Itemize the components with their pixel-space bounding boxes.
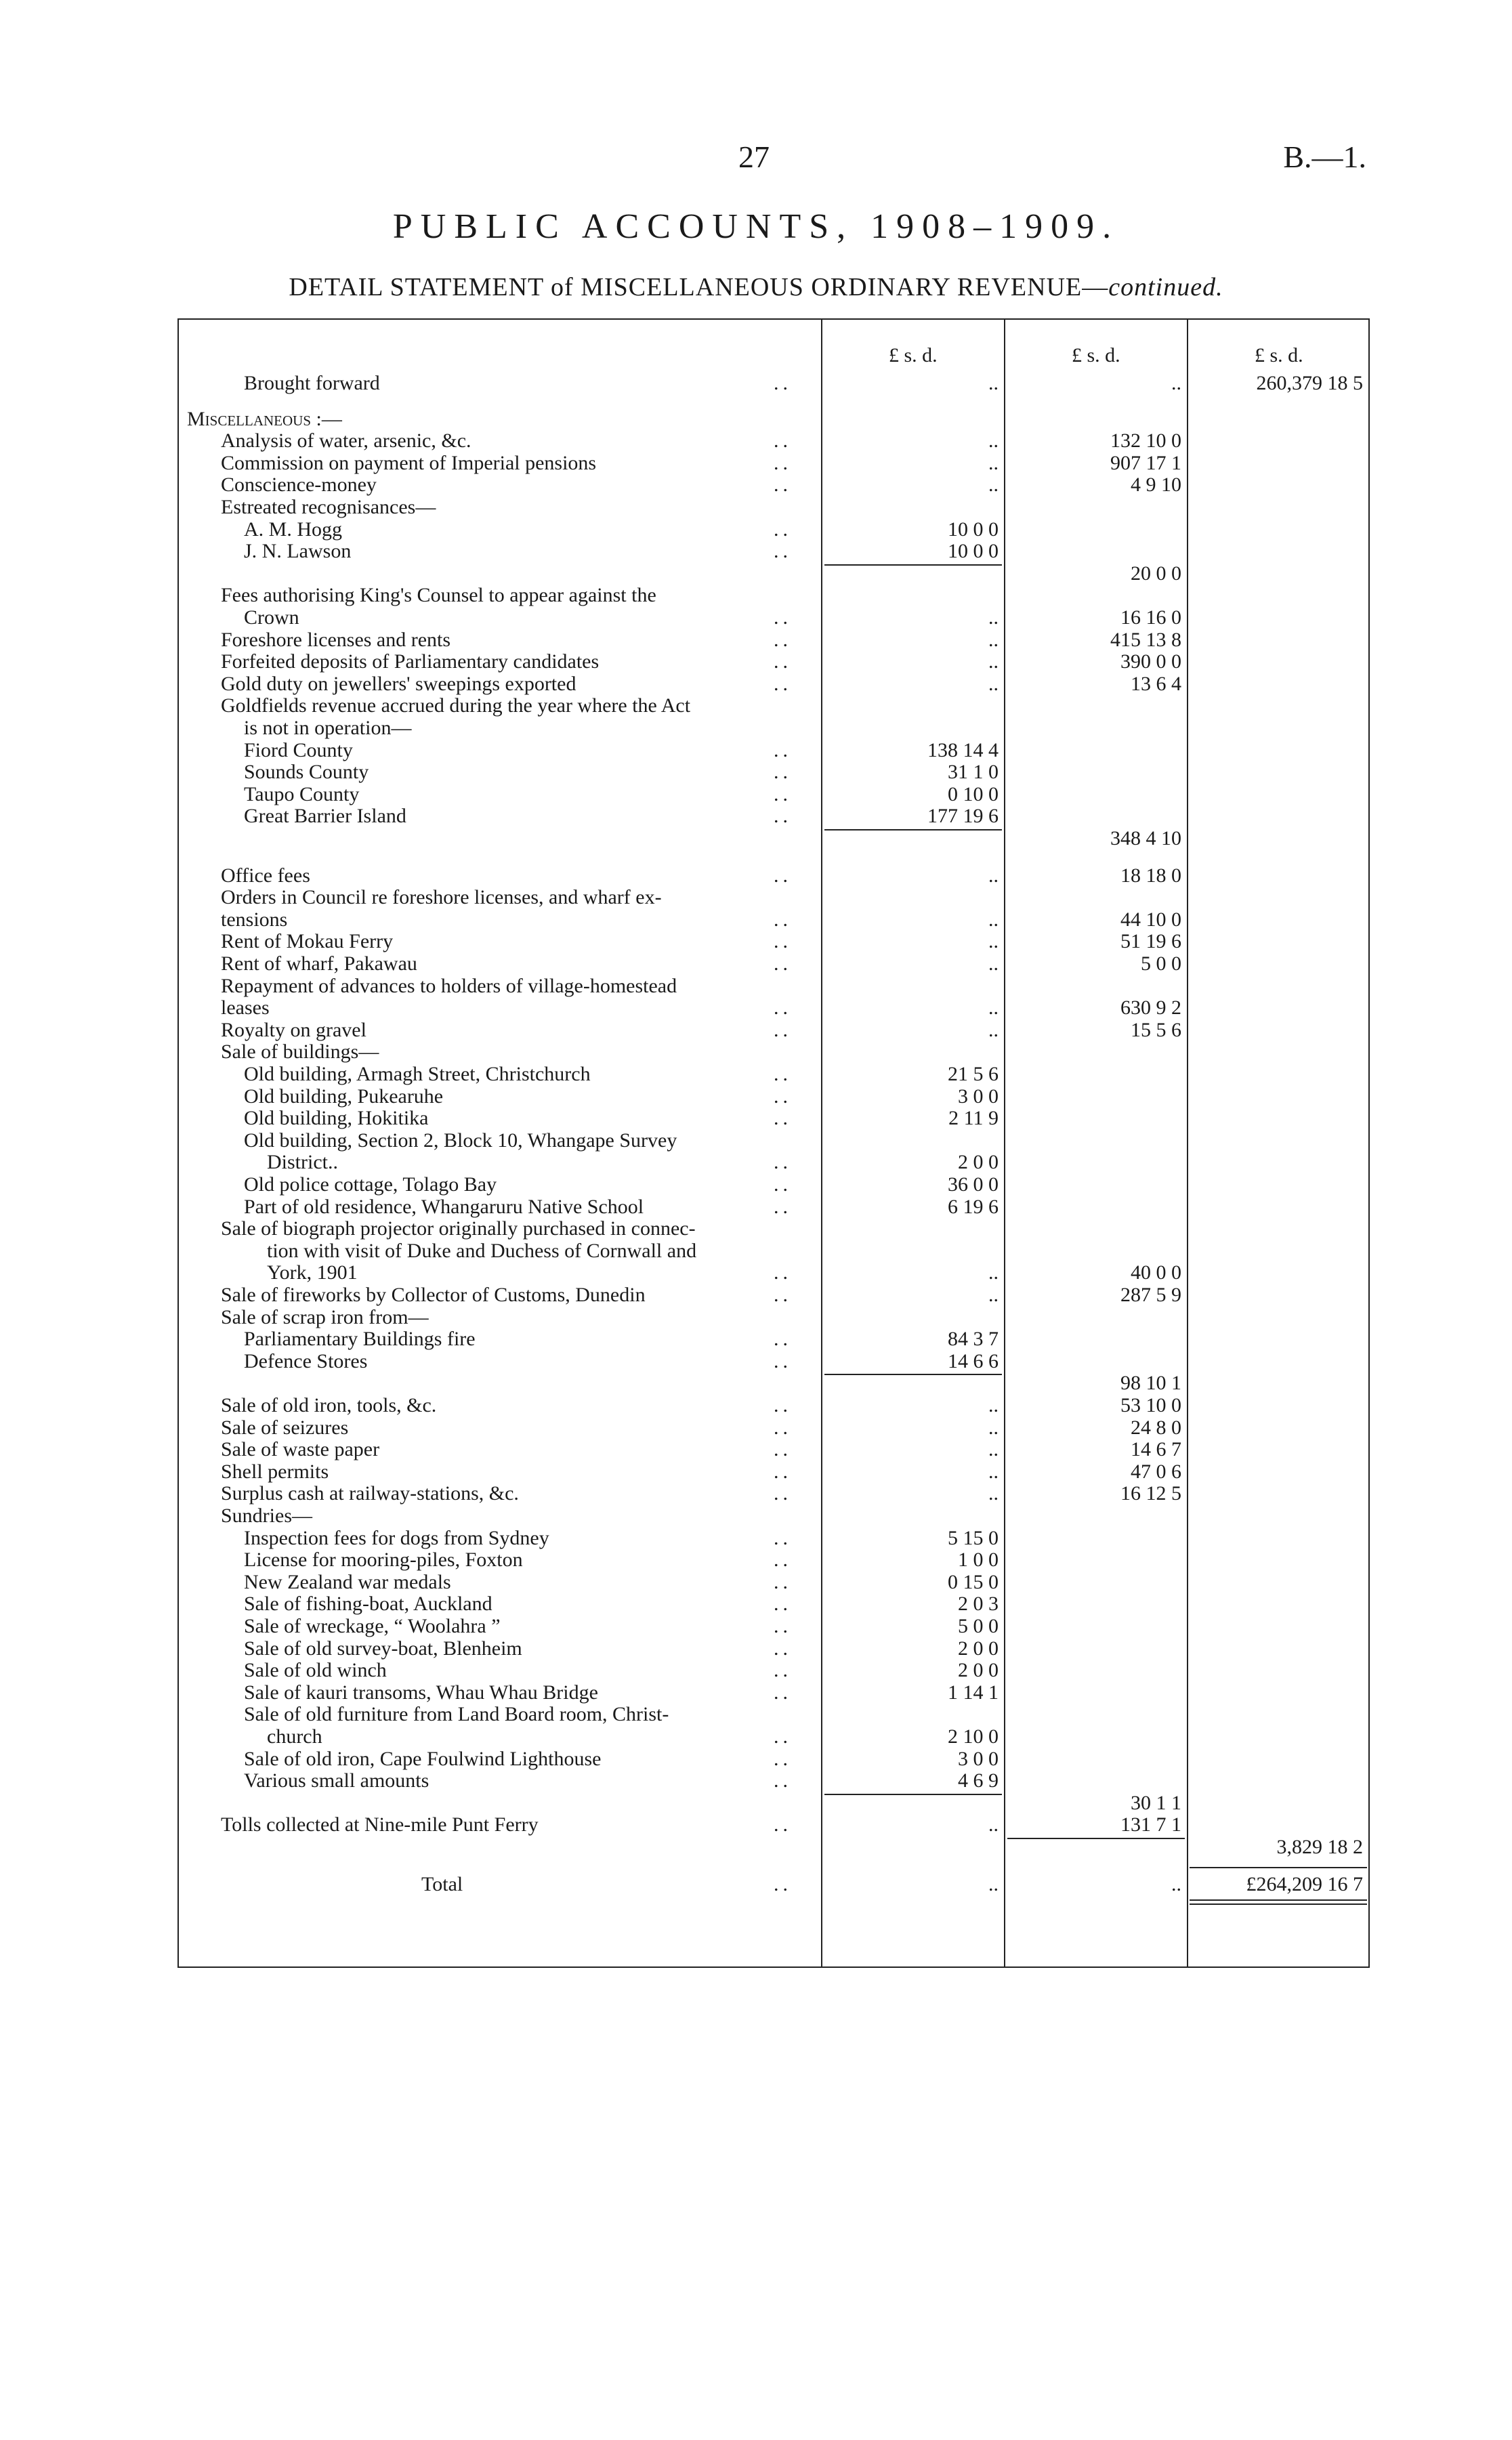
amount-col-1: ..	[988, 1872, 999, 1895]
amount-col-1: ..	[988, 474, 999, 497]
row-label: Gold duty on jewellers' sweepings exported	[221, 672, 576, 695]
row-label: Sale of wreckage, “ Woolahra ”	[244, 1615, 501, 1637]
table-row	[177, 1328, 1370, 1350]
table-row	[177, 1417, 1370, 1439]
amount-col-1: 177 19 6	[927, 805, 999, 828]
row-label: Parliamentary Buildings fire	[244, 1328, 476, 1351]
leader-dots: ..	[774, 996, 792, 1019]
amount-col-3: 3,829 18 2	[1276, 1836, 1363, 1858]
row-label: Analysis of water, arsenic, &c.	[221, 429, 471, 453]
page-subtitle	[0, 272, 1512, 302]
table-row	[177, 828, 1370, 849]
row-label: Sale of fishing-boat, Auckland	[244, 1593, 492, 1616]
table-row	[177, 1572, 1370, 1593]
table-row	[177, 909, 1370, 931]
row-label: Royalty on gravel	[221, 1018, 366, 1041]
row-label: Sale of old iron, Cape Foulwind Lighthouse	[244, 1747, 602, 1770]
table-row	[177, 1748, 1370, 1770]
leader-dots: ..	[774, 761, 792, 784]
amount-col-1: ..	[988, 996, 999, 1019]
amount-col-2: 14 6 7	[1131, 1438, 1181, 1461]
leader-dots: ..	[774, 628, 792, 651]
row-label: License for mooring-piles, Foxton	[244, 1549, 523, 1572]
amount-col-2: 16 16 0	[1120, 606, 1181, 629]
table-row	[177, 1395, 1370, 1416]
leader-dots: ..	[774, 1615, 792, 1637]
row-label: Orders in Council re foreshore licenses, and wharf ex-	[221, 886, 662, 909]
table-row	[177, 1528, 1370, 1549]
row-label: Sale of waste paper	[221, 1438, 380, 1461]
leader-dots: ..	[774, 1747, 792, 1770]
row-label: Tolls collected at Nine-mile Punt Ferry	[221, 1813, 539, 1836]
amount-col-2: 907 17 1	[1110, 451, 1181, 474]
amount-col-2: 4 9 10	[1131, 474, 1181, 497]
amount-col-2: ..	[1171, 1872, 1181, 1895]
row-label: J. N. Lawson	[244, 540, 352, 563]
document-reference: B.—1.	[1283, 140, 1366, 174]
row-label: New Zealand war medals	[244, 1570, 451, 1593]
amount-col-2: 30 1 1	[1131, 1791, 1181, 1814]
amount-col-1: ..	[988, 606, 999, 629]
table-row	[177, 1505, 1370, 1527]
row-label: Goldfields revenue accrued during the year where the Act	[221, 694, 691, 717]
row-label: Part of old residence, Whangaruru Native School	[244, 1195, 644, 1218]
table-row	[177, 1019, 1370, 1041]
table-row	[177, 673, 1370, 695]
amount-col-1: 2 0 0	[958, 1637, 999, 1660]
table-row	[177, 1372, 1370, 1394]
leader-dots: ..	[774, 952, 792, 975]
table-row	[177, 1284, 1370, 1306]
row-label: Fees authorising King's Counsel to appear against the	[221, 584, 656, 607]
subtitle-main: DETAIL STATEMENT of MISCELLANEOUS ORDINARY REVENUE—	[289, 273, 1109, 301]
table-row	[177, 408, 1370, 430]
row-label: York, 1901	[267, 1261, 358, 1284]
amount-col-2: 131 7 1	[1120, 1813, 1181, 1836]
column-header-3: £ s. d.	[1255, 344, 1303, 366]
leader-dots: ..	[774, 1195, 792, 1218]
amount-col-1: 1 0 0	[958, 1549, 999, 1572]
table-row	[177, 651, 1370, 673]
leader-dots: ..	[774, 1173, 792, 1196]
table-row	[177, 629, 1370, 651]
total-double-rule	[1190, 1903, 1367, 1905]
leader-dots: ..	[774, 1328, 792, 1351]
table-row	[177, 1108, 1370, 1129]
row-label: Old building, Pukearuhe	[244, 1085, 444, 1108]
amount-col-1: 14 6 6	[948, 1349, 999, 1372]
leader-dots: ..	[774, 1549, 792, 1572]
table-row	[177, 1439, 1370, 1460]
leader-dots: ..	[774, 1872, 792, 1895]
leader-dots: ..	[774, 1725, 792, 1748]
leader-dots: ..	[774, 474, 792, 497]
row-label: Fiord County	[244, 738, 353, 761]
amount-col-1: 36 0 0	[948, 1173, 999, 1196]
leader-dots: ..	[774, 930, 792, 953]
row-label: Sounds County	[244, 761, 369, 784]
row-label: Old building, Section 2, Block 10, Whangape Survey	[244, 1129, 677, 1152]
row-label: Sale of old survey-boat, Blenheim	[244, 1637, 522, 1660]
row-label: Sundries—	[221, 1505, 312, 1527]
amount-col-1: ..	[988, 952, 999, 975]
amount-col-1: 0 10 0	[948, 782, 999, 805]
leader-dots: ..	[774, 1813, 792, 1836]
leader-dots: ..	[774, 1107, 792, 1130]
row-label: Repayment of advances to holders of village-homestead	[221, 974, 677, 997]
amount-col-2: 630 9 2	[1120, 996, 1181, 1019]
leader-dots: ..	[774, 1349, 792, 1372]
table-row	[177, 1770, 1370, 1792]
leader-dots: ..	[774, 1438, 792, 1461]
amount-col-2: 51 19 6	[1120, 930, 1181, 953]
row-label: tion with visit of Duke and Duchess of Cornwall and	[267, 1239, 697, 1262]
amount-col-1: 6 19 6	[948, 1195, 999, 1218]
row-label: Sale of kauri transoms, Whau Whau Bridge	[244, 1681, 598, 1704]
amount-col-1: ..	[988, 1813, 999, 1836]
amount-col-1: ..	[988, 429, 999, 453]
table-row	[177, 805, 1370, 827]
amount-col-2: 5 0 0	[1141, 952, 1181, 975]
amount-col-2: 53 10 0	[1120, 1394, 1181, 1416]
amount-col-1: ..	[988, 672, 999, 695]
leader-dots: ..	[774, 1593, 792, 1616]
table-row	[177, 865, 1370, 887]
amount-col-2: 415 13 8	[1110, 628, 1181, 651]
table-row	[177, 717, 1370, 739]
table-row	[177, 1726, 1370, 1748]
table-row	[177, 1307, 1370, 1328]
leader-dots: ..	[774, 518, 792, 541]
amount-col-1: 2 0 3	[958, 1593, 999, 1616]
table-row	[177, 585, 1370, 606]
row-label: Foreshore licenses and rents	[221, 628, 451, 651]
table-top-rule	[177, 318, 1370, 320]
row-label: District..	[267, 1151, 338, 1174]
table-row	[177, 784, 1370, 805]
table-row	[177, 997, 1370, 1019]
row-label: Sale of old iron, tools, &c.	[221, 1394, 437, 1416]
table-row	[177, 1218, 1370, 1240]
table-row	[177, 1638, 1370, 1660]
column-header-1: £ s. d.	[889, 344, 938, 366]
amount-col-1: ..	[988, 1416, 999, 1439]
amount-col-1: ..	[988, 451, 999, 474]
amount-col-2: 24 8 0	[1131, 1416, 1181, 1439]
amount-col-1: ..	[988, 1394, 999, 1416]
table-row	[177, 1240, 1370, 1262]
row-label: Conscience-money	[221, 474, 377, 497]
table-row	[177, 695, 1370, 717]
leader-dots: ..	[774, 738, 792, 761]
leader-dots: ..	[774, 1769, 792, 1792]
amount-col-2: 287 5 9	[1120, 1284, 1181, 1306]
amount-col-1: ..	[988, 628, 999, 651]
leader-dots: ..	[774, 1681, 792, 1704]
leader-dots: ..	[774, 1151, 792, 1174]
amount-col-1: 5 15 0	[948, 1526, 999, 1549]
leader-dots: ..	[774, 451, 792, 474]
row-label: Sale of scrap iron from—	[221, 1305, 429, 1328]
amount-col-1: 10 0 0	[948, 518, 999, 541]
row-label: Inspection fees for dogs from Sydney	[244, 1526, 549, 1549]
row-label: Estreated recognisances—	[221, 496, 436, 518]
row-label: Miscellaneous :—	[187, 407, 342, 430]
amount-col-1: ..	[988, 930, 999, 953]
amount-col-1: ..	[988, 1482, 999, 1505]
table-row	[177, 1660, 1370, 1681]
leader-dots: ..	[774, 864, 792, 887]
amount-col-1: 2 10 0	[948, 1725, 999, 1748]
table-row	[177, 453, 1370, 474]
row-label: Taupo County	[244, 782, 360, 805]
leader-dots: ..	[774, 1659, 792, 1682]
table-row	[177, 373, 1370, 394]
row-label: Sale of seizures	[221, 1416, 349, 1439]
table-row	[177, 1064, 1370, 1085]
row-label: tensions	[221, 908, 288, 931]
row-label: Sale of fireworks by Collector of Customs, Dunedin	[221, 1284, 646, 1306]
row-label: Shell permits	[221, 1460, 329, 1483]
amount-col-1: 31 1 0	[948, 761, 999, 784]
amount-col-1: 2 0 0	[958, 1659, 999, 1682]
row-label: Various small amounts	[244, 1769, 429, 1792]
table-row	[177, 607, 1370, 629]
row-label: Sale of old furniture from Land Board room, Christ-	[244, 1703, 669, 1726]
amount-col-2: 18 18 0	[1120, 864, 1181, 887]
table-row	[177, 1086, 1370, 1108]
amount-col-1: ..	[988, 1018, 999, 1041]
leader-dots: ..	[774, 1394, 792, 1416]
row-label: Sale of biograph projector originally purchased in connec-	[221, 1217, 696, 1240]
amount-col-1: ..	[988, 908, 999, 931]
total-row	[177, 1874, 1370, 1895]
amount-col-2: 15 5 6	[1131, 1018, 1181, 1041]
table-row	[177, 1682, 1370, 1704]
row-label: Great Barrier Island	[244, 805, 406, 828]
table-row	[177, 1704, 1370, 1725]
total-rule-top	[1190, 1867, 1367, 1868]
amount-col-1: 2 11 9	[948, 1107, 999, 1130]
amount-col-1: 5 0 0	[958, 1615, 999, 1637]
row-label: Crown	[244, 606, 299, 629]
leader-dots: ..	[774, 540, 792, 563]
amount-col-1: 1 14 1	[948, 1681, 999, 1704]
table-row	[177, 1836, 1370, 1858]
table-row	[177, 541, 1370, 562]
leader-dots: ..	[774, 782, 792, 805]
row-label: Office fees	[221, 864, 310, 887]
amount-col-2: 348 4 10	[1110, 827, 1181, 849]
amount-col-2: 16 12 5	[1120, 1482, 1181, 1505]
amount-col-1: 2 0 0	[958, 1151, 999, 1174]
table-row	[177, 1549, 1370, 1571]
amount-col-2: 20 0 0	[1131, 562, 1181, 585]
row-label: Surplus cash at railway-stations, &c.	[221, 1482, 519, 1505]
amount-col-1: ..	[988, 1460, 999, 1483]
table-row	[177, 887, 1370, 908]
table-row	[177, 1196, 1370, 1218]
row-label: Old building, Hokitika	[244, 1107, 429, 1130]
leader-dots: ..	[774, 1460, 792, 1483]
row-label: Defence Stores	[244, 1349, 368, 1372]
total-double-rule	[1190, 1899, 1367, 1901]
leader-dots: ..	[774, 672, 792, 695]
table-row	[177, 1792, 1370, 1814]
amount-col-1: ..	[988, 650, 999, 673]
row-label: Sale of old winch	[244, 1659, 387, 1682]
amount-col-1: 21 5 6	[948, 1063, 999, 1085]
table-row	[177, 1814, 1370, 1836]
table-row	[177, 430, 1370, 452]
leader-dots: ..	[774, 1416, 792, 1439]
amount-col-1: 84 3 7	[948, 1328, 999, 1351]
table-row	[177, 1351, 1370, 1372]
row-label: Rent of wharf, Pakawau	[221, 952, 417, 975]
amount-col-1: ..	[988, 372, 999, 394]
amount-col-2: 390 0 0	[1120, 650, 1181, 673]
amount-col-2: 47 0 6	[1131, 1460, 1181, 1483]
leader-dots: ..	[774, 606, 792, 629]
leader-dots: ..	[774, 429, 792, 453]
table-row	[177, 1152, 1370, 1173]
amount-col-3: £264,209 16 7	[1246, 1872, 1363, 1895]
leader-dots: ..	[774, 1063, 792, 1085]
leader-dots: ..	[774, 1261, 792, 1284]
leader-dots: ..	[774, 805, 792, 828]
amount-col-1: 4 6 9	[958, 1769, 999, 1792]
leader-dots: ..	[774, 1570, 792, 1593]
row-label: is not in operation—	[244, 717, 412, 739]
leader-dots: ..	[774, 650, 792, 673]
amount-col-2: 13 6 4	[1131, 672, 1181, 695]
row-label: Brought forward	[244, 372, 380, 394]
amount-col-3: 260,379 18 5	[1256, 372, 1363, 394]
amount-col-2: ..	[1171, 372, 1181, 394]
row-label: leases	[221, 996, 270, 1019]
leader-dots: ..	[774, 1085, 792, 1108]
table-row	[177, 1041, 1370, 1063]
leader-dots: ..	[774, 908, 792, 931]
amount-col-2: 44 10 0	[1120, 908, 1181, 931]
leader-dots: ..	[774, 1482, 792, 1505]
table-row	[177, 519, 1370, 541]
column-header-2: £ s. d.	[1072, 344, 1120, 366]
amount-col-1: 3 0 0	[958, 1747, 999, 1770]
table-row	[177, 474, 1370, 496]
row-label: Commission on payment of Imperial pensions	[221, 451, 597, 474]
row-label: Sale of buildings—	[221, 1040, 379, 1064]
table-row	[177, 1461, 1370, 1483]
table-row	[177, 563, 1370, 585]
table-row	[177, 931, 1370, 952]
row-label: Old building, Armagh Street, Christchurch	[244, 1063, 591, 1085]
row-label: A. M. Hogg	[244, 518, 343, 541]
amount-col-1: 0 15 0	[948, 1570, 999, 1593]
amount-col-2: 132 10 0	[1110, 429, 1181, 453]
leader-dots: ..	[774, 1637, 792, 1660]
table-row	[177, 1130, 1370, 1152]
page-title: PUBLIC ACCOUNTS, 1908–1909.	[392, 207, 1120, 246]
leader-dots: ..	[774, 1526, 792, 1549]
leader-dots: ..	[774, 1284, 792, 1306]
leader-dots: ..	[774, 372, 792, 394]
page-number: 27	[738, 140, 770, 174]
row-label: church	[267, 1725, 322, 1748]
row-label: Total	[421, 1872, 463, 1895]
table-row	[177, 1593, 1370, 1615]
table-row	[177, 761, 1370, 783]
table-row	[177, 1616, 1370, 1637]
table-row	[177, 740, 1370, 761]
table-bottom-rule	[177, 1966, 1370, 1968]
table-row	[177, 1483, 1370, 1505]
amount-col-1: 138 14 4	[927, 738, 999, 761]
table-row	[177, 1174, 1370, 1196]
table-row	[177, 497, 1370, 518]
subtitle-continued: continued.	[1108, 273, 1223, 301]
row-label: Forfeited deposits of Parliamentary candidates	[221, 650, 600, 673]
amount-col-1: ..	[988, 1284, 999, 1306]
table-row	[177, 975, 1370, 997]
amount-col-1: ..	[988, 1438, 999, 1461]
amount-col-2: 40 0 0	[1131, 1261, 1181, 1284]
amount-col-1: 3 0 0	[958, 1085, 999, 1108]
table-row	[177, 953, 1370, 975]
amount-col-1: ..	[988, 1261, 999, 1284]
revenue-table	[177, 318, 1370, 1968]
amount-col-1: 10 0 0	[948, 540, 999, 563]
row-label: Old police cottage, Tolago Bay	[244, 1173, 497, 1196]
row-label: Rent of Mokau Ferry	[221, 930, 394, 953]
leader-dots: ..	[774, 1018, 792, 1041]
amount-col-1: ..	[988, 864, 999, 887]
amount-col-2: 98 10 1	[1120, 1372, 1181, 1395]
table-row	[177, 1262, 1370, 1284]
